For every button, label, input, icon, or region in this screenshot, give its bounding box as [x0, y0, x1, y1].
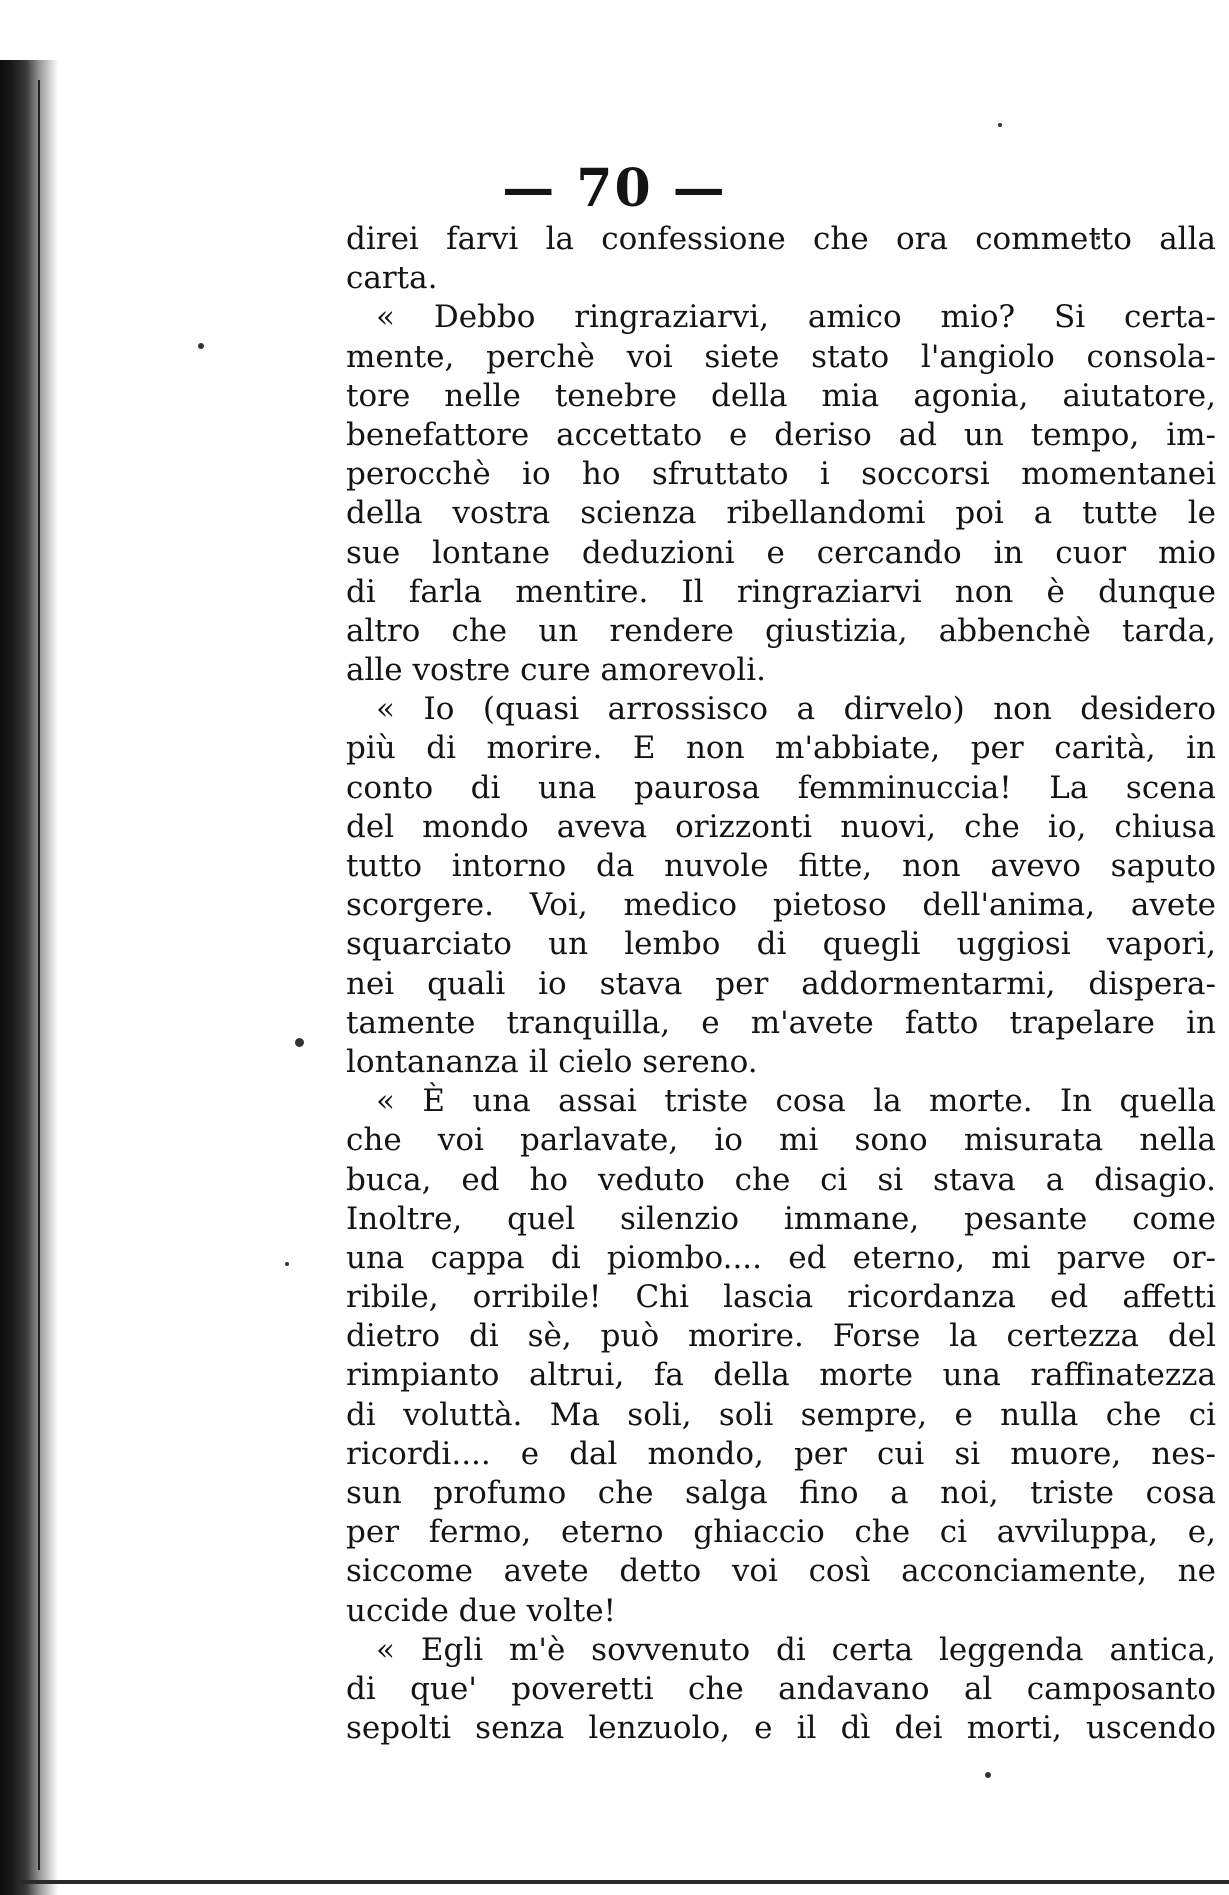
text-line: di voluttà. Ma soli, soli sempre, e nulla che ci — [346, 1396, 1216, 1433]
text-line: tore nelle tenebre della mia agonia, aiutatore, — [346, 377, 1216, 414]
text-line: scorgere. Voi, medico pietoso dell'anima, avete — [346, 887, 1216, 924]
text-line: lontananza il cielo sereno. — [346, 1043, 758, 1080]
text-line: buca, ed ho veduto che ci si stava a disagio. — [346, 1161, 1216, 1198]
text-line: direi farvi la confessione che ora commetto alla — [346, 221, 1216, 257]
text-line: altro che un rendere giustizia, abbenchè tarda, — [346, 612, 1216, 649]
scan-speck — [998, 123, 1002, 127]
text-line: alle vostre cure amorevoli. — [346, 652, 766, 689]
text-line: più di morire. E non m'abbiate, per carità, in — [346, 730, 1216, 767]
text-line: dietro di sè, può morire. Forse la certezza del — [346, 1318, 1216, 1355]
text-line: che voi parlavate, io mi sono misurata nella — [346, 1122, 1216, 1159]
text-line: sue lontane deduzioni e cercando in cuor mio — [346, 534, 1216, 571]
text-line: « È una assai triste cosa la morte. In quella — [376, 1083, 1216, 1120]
text-line: mente, perchè voi siete stato l'angiolo consola- — [346, 338, 1216, 375]
text-line: squarciato un lembo di quegli uggiosi vapori, — [346, 926, 1216, 963]
text-line: « Io (quasi arrossisco a dirvelo) non desidero — [376, 691, 1216, 728]
text-line: del mondo aveva orizzonti nuovi, che io, chiusa — [346, 808, 1216, 845]
text-line: nei quali io stava per addormentarmi, dispera- — [346, 965, 1216, 1002]
page-bottom-edge — [20, 1880, 1229, 1884]
text-line: Inoltre, quel silenzio immane, pesante come — [346, 1200, 1216, 1237]
text-line: di farla mentire. Il ringraziarvi non è dunque — [346, 573, 1216, 610]
page-number: — 70 — — [502, 158, 727, 219]
text-line: della vostra scienza ribellandomi poi a tutte le — [346, 495, 1216, 532]
body-text — [346, 220, 1216, 1748]
text-line: ricordi.... e dal mondo, per cui si muore, nes- — [346, 1435, 1216, 1472]
text-line: per fermo, eterno ghiaccio che ci avviluppa, e, — [346, 1514, 1216, 1551]
scan-speck — [295, 1038, 304, 1047]
text-line: perocchè io ho sfruttato i soccorsi momentanei — [346, 456, 1216, 493]
text-line: ribile, orribile! Chi lascia ricordanza ed affetti — [346, 1279, 1216, 1316]
text-line: conto di una paurosa femminuccia! La scena — [346, 769, 1216, 806]
scan-speck — [285, 1262, 289, 1266]
text-line: sun profumo che salga fino a noi, triste cosa — [346, 1475, 1216, 1511]
text-line: una cappa di piombo.... ed eterno, mi parve or- — [346, 1239, 1216, 1276]
text-line: « Debbo ringraziarvi, amico mio? Si certa- — [376, 299, 1216, 336]
text-line: carta. — [346, 260, 438, 297]
text-line: benefattore accettato e deriso ad un tempo, im- — [346, 416, 1216, 453]
text-line: rimpianto altrui, fa della morte una raffinatezza — [346, 1357, 1216, 1394]
scan-speck — [198, 343, 204, 349]
text-line: siccome avete detto voi così acconciamente, ne — [346, 1553, 1216, 1590]
text-line: « Egli m'è sovvenuto di certa leggenda antica, — [376, 1631, 1216, 1668]
text-line: sepolti senza lenzuolo, e il dì dei morti, uscendo — [346, 1710, 1216, 1747]
text-line: uccide due volte! — [346, 1592, 617, 1629]
text-line: tutto intorno da nuvole fitte, non avevo saputo — [346, 848, 1216, 884]
binding-edge — [38, 80, 40, 1870]
binding-shadow — [0, 60, 58, 1895]
text-line: di que' poveretti che andavano al camposanto — [346, 1670, 1216, 1707]
text-line: tamente tranquilla, e m'avete fatto trapelare in — [346, 1004, 1216, 1041]
scan-speck — [985, 1772, 991, 1778]
